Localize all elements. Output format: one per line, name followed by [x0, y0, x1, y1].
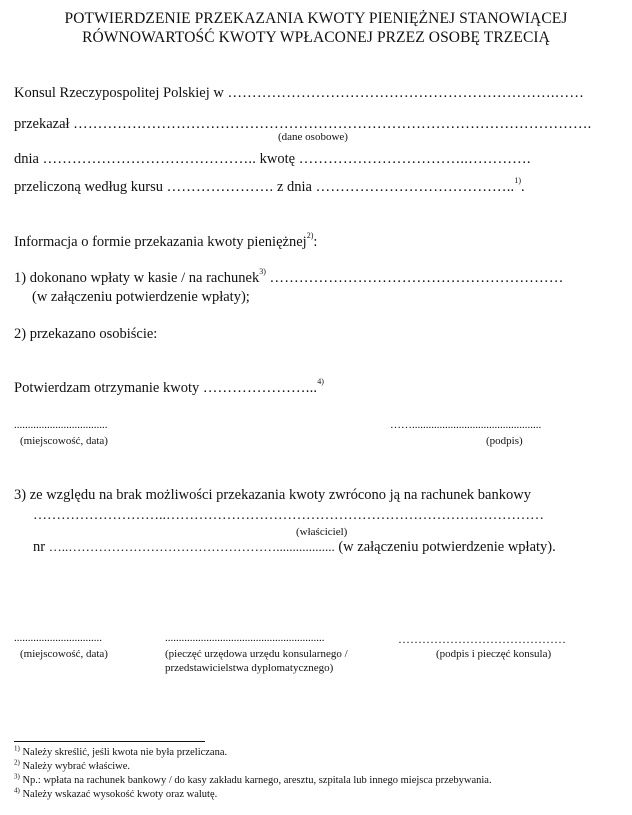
dnia-kwote-row — [14, 151, 531, 168]
document-title-line-2: RÓWNOWARTOŚĆ KWOTY WPŁACONEJ PRZEZ OSOBĘ TRZECIĄ — [82, 29, 550, 46]
nr-note: (w załączeniu potwierdzenie wpłaty). — [338, 539, 556, 555]
item-1-note: (w załączeniu potwierdzenie wpłaty); — [32, 289, 250, 305]
informacja-label: Informacja o formie przekazania kwoty pieniężnej — [14, 234, 307, 250]
item-1-dots: …………………………………………………… — [269, 270, 564, 286]
footnote-3-num: 3) — [14, 772, 20, 781]
nr-dots: …..………………………………………….................. — [48, 539, 335, 554]
footnote-1-num: 1) — [14, 744, 20, 753]
footnote-1-text: Należy skreślić, jeśli kwota nie była przeliczana. — [22, 747, 228, 758]
sign1-left-dots: .................................. — [14, 419, 108, 431]
sign2-col2-caption-1: (pieczęć urzędowa urzędu konsularnego / — [165, 648, 348, 660]
item-1-label: 1) dokonano wpłaty w kasie / na rachunek — [14, 270, 260, 286]
dane-osobowe-caption: (dane osobowe) — [278, 131, 348, 143]
przeliczona-row — [14, 176, 525, 196]
przekazal-label: przekazał — [14, 116, 70, 132]
footnote-2-text: Należy wybrać właściwe. — [22, 761, 131, 772]
zdnia-end: . — [521, 179, 525, 195]
footnote-1 — [14, 744, 228, 758]
dnia-label: dnia — [14, 151, 39, 167]
footnote-ref-4: 4) — [317, 377, 324, 387]
sign2-col1-caption: (miejscowość, data) — [20, 648, 108, 660]
zdnia-label: z dnia — [276, 179, 312, 195]
sign2-col3-caption: (podpis i pieczęć konsula) — [436, 648, 552, 660]
footnote-ref-2: 2) — [306, 231, 314, 241]
confirm-row — [14, 377, 324, 397]
footnote-4-num: 4) — [14, 786, 20, 795]
footnote-separator — [14, 741, 205, 742]
przeliczona-label: przeliczoną według kursu — [14, 179, 163, 195]
confirm-label: Potwierdzam otrzymanie kwoty — [14, 380, 200, 396]
item-1-row — [14, 267, 564, 287]
nr-label: nr — [33, 539, 46, 555]
informacja-heading — [14, 231, 318, 251]
footnote-4-text: Należy wskazać wysokość kwoty oraz walutę. — [22, 789, 218, 800]
kurs-dots: …………………. — [166, 179, 274, 195]
owner-dots: ………………………..……………………………………………………………………… — [33, 508, 544, 523]
dnia-dots: …………………………………….. — [42, 151, 257, 167]
footnote-ref-1: 1) — [514, 176, 522, 186]
footnote-3 — [14, 772, 492, 786]
informacja-colon: : — [313, 234, 318, 250]
sign1-left-caption: (miejscowość, data) — [20, 435, 108, 447]
sign2-col2-dots: .......................................................... — [165, 632, 325, 644]
sign1-right-caption: (podpis) — [486, 435, 523, 447]
sign2-col2-caption-2: przedstawicielstwa dyplomatycznego) — [165, 662, 334, 674]
item-2-label: 2) przekazano osobiście: — [14, 326, 158, 342]
footnote-ref-3: 3) — [259, 267, 266, 277]
sign2-col1-dots: ................................ — [14, 632, 102, 644]
sign2-col3-dots: …………………………………… — [398, 632, 566, 646]
konsul-label: Konsul Rzeczypospolitej Polskiej w — [14, 85, 224, 101]
kwote-label: kwotę — [259, 151, 296, 167]
owner-caption: (właściciel) — [296, 526, 348, 538]
footnote-4 — [14, 786, 218, 800]
konsul-dots: ………………………………………………………….…… — [227, 85, 585, 101]
przekazal-dots: ……………………………………………………………………………………………. — [73, 116, 592, 132]
footnote-2 — [14, 758, 131, 772]
sign1-right-dots: ……............................................... — [390, 419, 542, 431]
document-title-line-1: POTWIERDZENIE PRZEKAZANIA KWOTY PIENIĘŻNEJ STANOWIĄCEJ — [64, 10, 568, 27]
zdnia-dots: ………………………………….. — [315, 179, 515, 195]
kwote-dots: ……………………………..…………. — [298, 151, 531, 167]
footnote-2-num: 2) — [14, 758, 20, 767]
item-3-label: 3) ze względu na brak możliwości przekazania kwoty zwrócono ją na rachunek bankowy — [14, 487, 531, 503]
footnote-3-text: Np.: wpłata na rachunek bankowy / do kasy zakładu karnego, aresztu, szpitala lub innego miejsca przebywania. — [22, 775, 492, 786]
nr-row — [33, 539, 556, 556]
confirm-dots: …………………... — [202, 380, 318, 396]
konsul-row — [14, 85, 584, 102]
